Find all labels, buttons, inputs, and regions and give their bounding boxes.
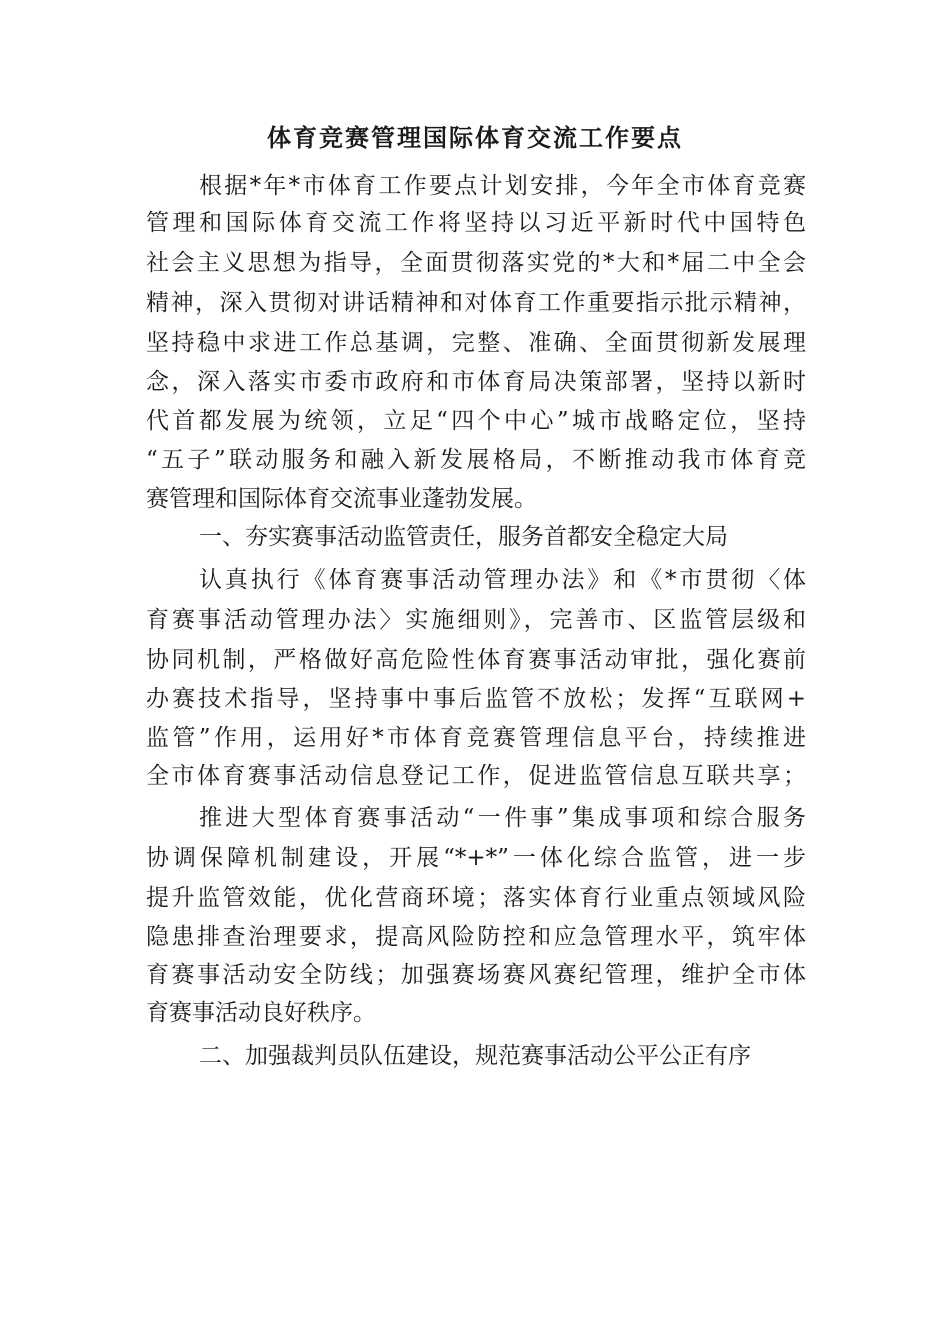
body-line: 推进大型体育赛事活动“一件事”集成事项和综合服务 <box>199 805 806 831</box>
body-line: 育赛事活动良好秩序。 <box>146 1000 376 1026</box>
body-line: 育赛事活动管理办法〉实施细则》，完善市、区监管层级和 <box>146 607 806 633</box>
body-line: 念，深入落实市委市政府和市体育局决策部署，坚持以新时 <box>146 369 806 395</box>
document-title: 体育竞赛管理国际体育交流工作要点 <box>267 124 683 152</box>
body-line: 全市体育赛事活动信息登记工作，促进监管信息互联共享； <box>146 763 806 789</box>
body-line: 监管”作用，运用好*市体育竞赛管理信息平台，持续推进 <box>146 725 806 751</box>
body-line: 代首都发展为统领，立足“四个中心”城市战略定位，坚持 <box>146 408 806 434</box>
body-line: 社会主义思想为指导，全面贯彻落实党的*大和*届二中全会 <box>146 250 806 276</box>
body-line: “五子”联动服务和融入新发展格局，不断推动我市体育竞 <box>146 447 806 473</box>
body-line: 赛管理和国际体育交流事业蓬勃发展。 <box>146 486 537 512</box>
body-line: 管理和国际体育交流工作将坚持以习近平新时代中国特色 <box>146 210 806 236</box>
body-line: 认真执行《体育赛事活动管理办法》和《*市贯彻〈体 <box>199 567 806 593</box>
section-heading: 二、加强裁判员队伍建设，规范赛事活动公平公正有序 <box>199 1043 751 1069</box>
body-line: 协同机制，严格做好高危险性体育赛事活动审批，强化赛前 <box>146 647 806 673</box>
body-line: 根据*年*市体育工作要点计划安排，今年全市体育竞赛 <box>199 173 806 199</box>
body-line: 隐患排查治理要求，提高风险防控和应急管理水平，筑牢体 <box>146 924 806 950</box>
body-line: 坚持稳中求进工作总基调，完整、准确、全面贯彻新发展理 <box>146 330 806 356</box>
body-line: 精神，深入贯彻对讲话精神和对体育工作重要指示批示精神， <box>146 290 806 316</box>
body-line: 提升监管效能，优化营商环境；落实体育行业重点领域风险 <box>146 885 806 911</box>
section-heading: 一、夯实赛事活动监管责任，服务首都安全稳定大局 <box>199 524 728 550</box>
body-line: 办赛技术指导，坚持事中事后监管不放松；发挥“互联网+ <box>146 686 806 712</box>
body-line: 协调保障机制建设，开展“*+*”一体化综合监管，进一步 <box>146 845 806 871</box>
body-line: 育赛事活动安全防线；加强赛场赛风赛纪管理，维护全市体 <box>146 962 806 988</box>
